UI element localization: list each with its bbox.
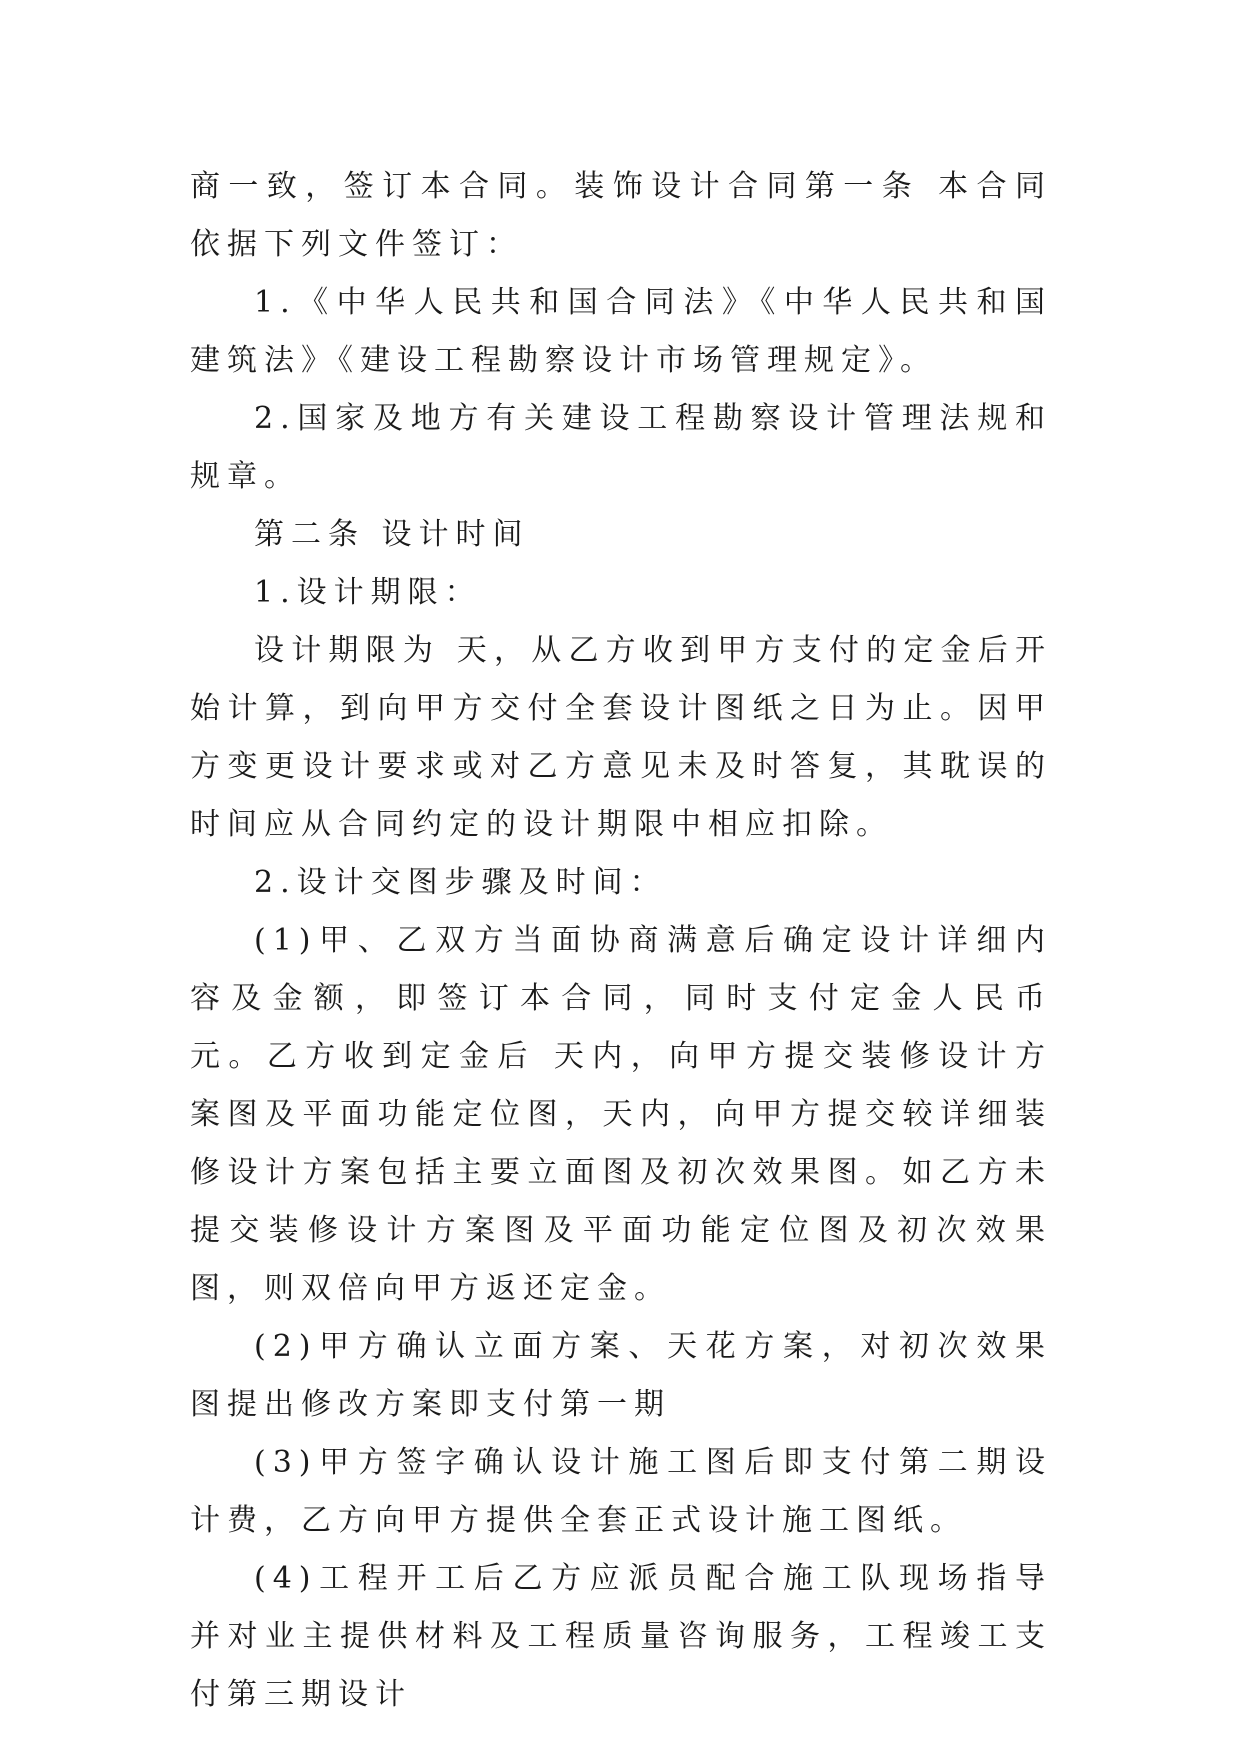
paragraph-basis-regulations: 2.国家及地方有关建设工程勘察设计管理法规和规章。 — [190, 401, 1052, 494]
paragraph-design-period: 设计期限为 天，从乙方收到甲方支付的定金后开始计算，到向甲方交付全套设计图纸之日为止。因甲方变更设计要求或对乙方意见未及时答复，其耽误的时间应从合同约定的设计期限中相应扣除。 — [190, 633, 1052, 842]
paragraph-basis-laws: 1.《中华人民共和国合同法》《中华人民共和国建筑法》《建设工程勘察设计市场管理规定》。 — [190, 285, 1052, 378]
paragraph-contract-intro: 商一致，签订本合同。装饰设计合同第一条 本合同依据下列文件签订： — [190, 169, 1052, 262]
document-body — [190, 158, 1052, 1724]
subheading-design-period: 1.设计期限： — [254, 575, 482, 610]
paragraph-step-3: (3)甲方签字确认设计施工图后即支付第二期设计费，乙方向甲方提供全套正式设计施工图纸。 — [190, 1445, 1052, 1538]
paragraph-step-2: (2)甲方确认立面方案、天花方案，对初次效果图提出修改方案即支付第一期 — [190, 1329, 1052, 1422]
paragraph-step-1: (1)甲、乙双方当面协商满意后确定设计详细内容及金额，即签订本合同，同时支付定金人民币 元。乙方收到定金后 天内，向甲方提交装修设计方案图及平面功能定位图，天内，向甲方提交较详细装修设计方案包括主要立面图及初次效果图。如乙方未提交装修设计方案图及平面功能定位图及初次效果图，则双倍向甲方返还定金。 — [190, 923, 1052, 1306]
article-two-heading: 第二条 设计时间 — [254, 517, 530, 552]
subheading-delivery-steps: 2.设计交图步骤及时间： — [254, 865, 667, 900]
paragraph-step-4: (4)工程开工后乙方应派员配合施工队现场指导并对业主提供材料及工程质量咨询服务，工程竣工支付第三期设计 — [190, 1561, 1052, 1712]
